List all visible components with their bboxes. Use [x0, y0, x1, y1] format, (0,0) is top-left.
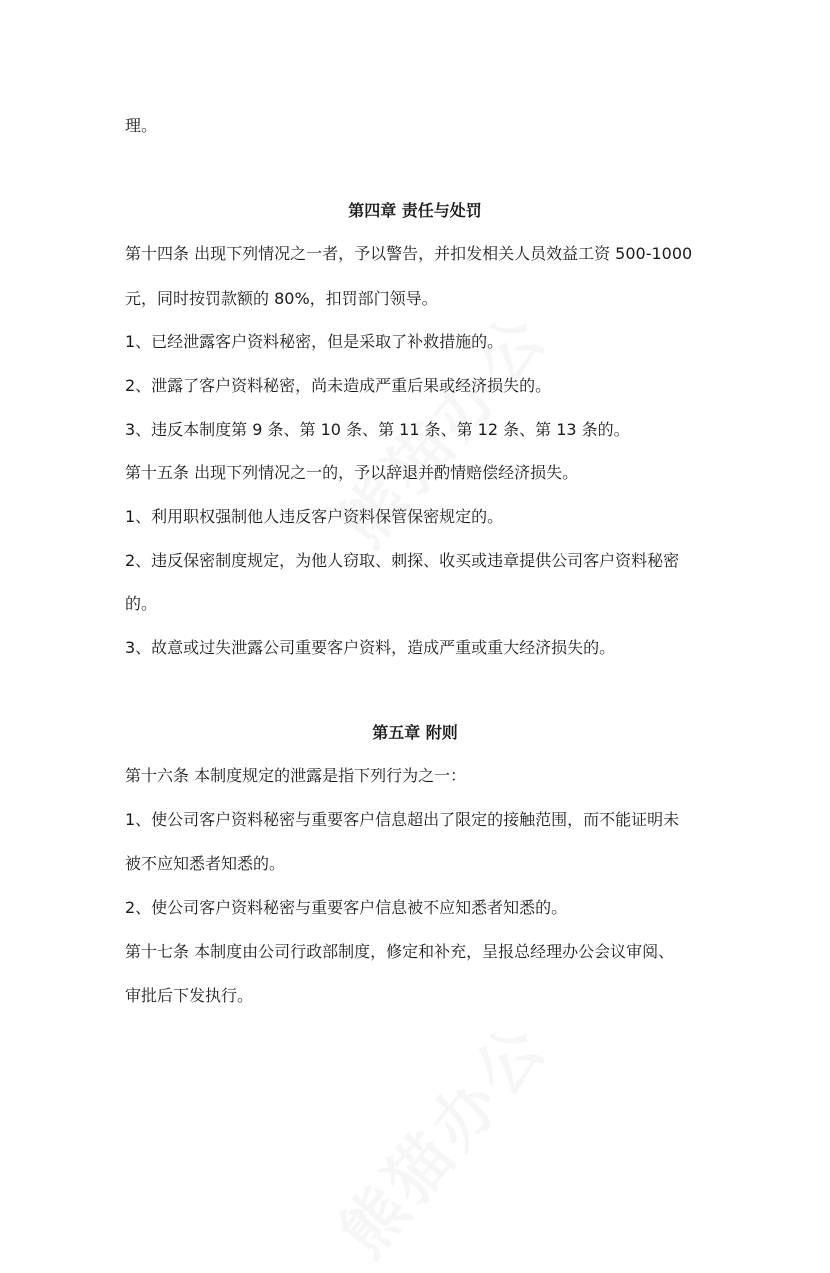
article-15-item-2-line-2: 的。 [125, 594, 158, 613]
article-14-item-2: 2、泄露了客户资料秘密，尚未造成严重后果或经济损失的。 [125, 376, 552, 395]
paragraph-line: 理。 [125, 116, 158, 135]
article-16-line-1: 第十六条 本制度规定的泄露是指下列行为之一： [125, 766, 467, 785]
article-16-item-1-line-2: 被不应知悉者知悉的。 [125, 854, 286, 873]
watermark [315, 999, 565, 1273]
article-14-item-1: 1、已经泄露客户资料秘密，但是采取了补救措施的。 [125, 332, 504, 351]
chapter-5-heading: 第五章 附则 [372, 723, 458, 742]
article-15-item-2-line-1: 2、违反保密制度规定，为他人窃取、刺探、收买或违章提供公司客户资料秘密 [125, 551, 680, 570]
article-15-line-1: 第十五条 出现下列情况之一的，予以辞退并酌情赔偿经济损失。 [125, 463, 579, 482]
article-15-item-3: 3、故意或过失泄露公司重要客户资料，造成严重或重大经济损失的。 [125, 638, 616, 657]
article-14-item-3: 3、违反本制度第 9 条、第 10 条、第 11 条、第 12 条、第 13 条的。 [125, 420, 630, 439]
article-16-item-2: 2、使公司客户资料秘密与重要客户信息被不应知悉者知悉的。 [125, 898, 568, 917]
article-15-item-1: 1、利用职权强制他人违反客户资料保管保密规定的。 [125, 507, 504, 526]
article-14-line-1: 第十四条 出现下列情况之一者，予以警告，并扣发相关人员效益工资 500-1000 [125, 244, 693, 263]
article-14-line-2: 元，同时按罚款额的 80%，扣罚部门领导。 [125, 289, 438, 308]
article-16-item-1-line-1: 1、使公司客户资料秘密与重要客户信息超出了限定的接触范围，而不能证明未 [125, 810, 680, 829]
article-17-line-1: 第十七条 本制度由公司行政部制度，修定和补充，呈报总经理办公会议审阅、 [125, 942, 675, 961]
article-17-line-2: 审批后下发执行。 [125, 986, 254, 1005]
chapter-4-heading: 第四章 责任与处罚 [348, 201, 482, 220]
